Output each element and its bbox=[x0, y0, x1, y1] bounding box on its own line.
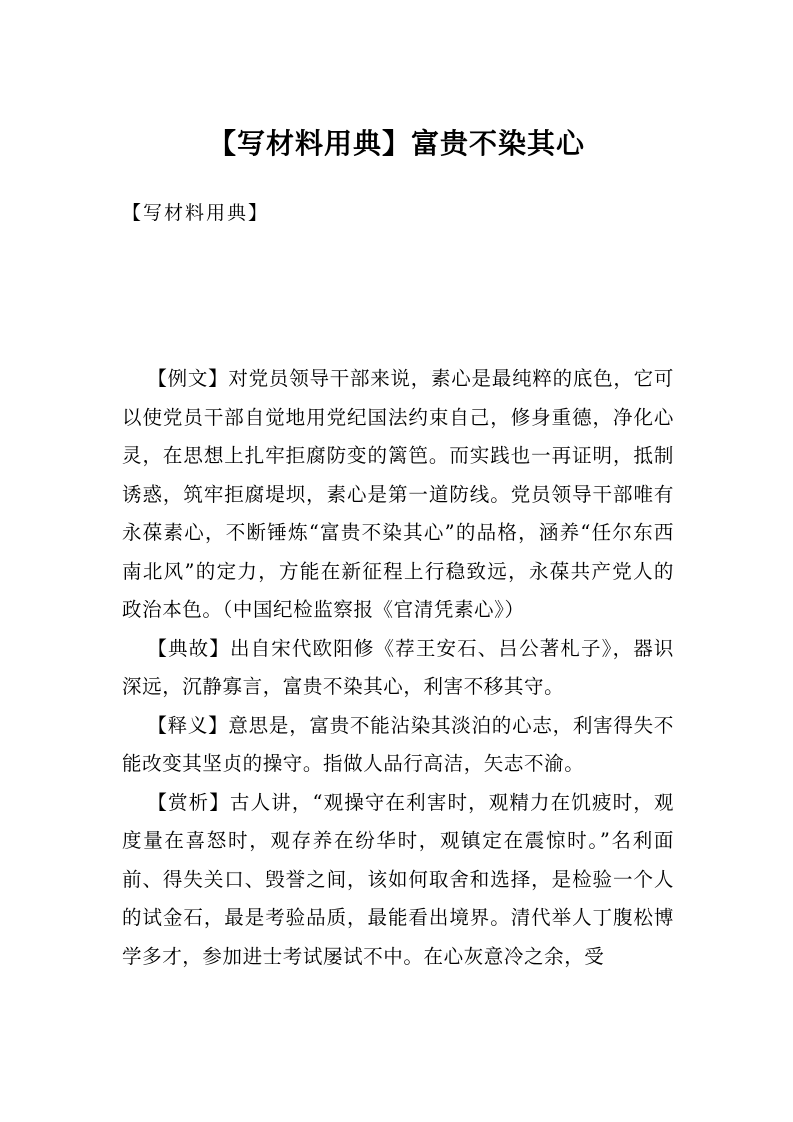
paragraph-tag: 【释义】 bbox=[147, 713, 229, 737]
paragraph-interpretation bbox=[122, 707, 674, 784]
paragraph-text: 出自宋代欧阳修《荐王安石、吕公著札子》，器识深远，沉静寡言，富贵不染其心，利害不移其守。 bbox=[122, 636, 674, 698]
paragraph-tag: 【赏析】 bbox=[147, 790, 230, 814]
document-title: 【写材料用典】富贵不染其心 bbox=[207, 127, 585, 160]
paragraph-allusion bbox=[122, 630, 674, 707]
paragraph-text: 意思是，富贵不能沾染其淡泊的心志，利害得失不能改变其坚贞的操守。指做人品行高洁，矢志不渝。 bbox=[122, 713, 675, 775]
document-subheading: 【写材料用典】 bbox=[122, 202, 270, 224]
paragraph-tag: 【例文】 bbox=[147, 367, 229, 390]
paragraph-tag: 【典故】 bbox=[147, 636, 230, 660]
document-body bbox=[122, 360, 674, 976]
paragraph-text: 对党员领导干部来说，素心是最纯粹的底色，它可以使党员干部自觉地用党纪国法约束自己，修身重德，净化心灵，在思想上扎牢拒腐防变的篱笆。而实践也一再证明，抵制诱惑，筑牢拒腐堤坝，素心是第一道防线。党员领导干部唯有永葆素心，不断锤炼“富贵不染其心”的品格，涵养“任尔东西南北风”的定力，方能在新征程上行稳致远，永葆共产党人的政治本色。（中国纪检监察报《官清凭素心》） bbox=[122, 367, 675, 621]
paragraph-text: 古人讲，“观操守在利害时，观精力在饥疲时，观度量在喜怒时，观存养在纷华时，观镇定在震惊时。”名利面前、得失关口、毁誉之间，该如何取舍和选择，是检验一个人的试金石，最是考验品质，最能看出境界。清代举人丁腹松博学多才，参加进士考试屡试不中。在心灰意冷之余，受 bbox=[122, 790, 674, 968]
paragraph-example bbox=[122, 360, 674, 630]
paragraph-appreciation bbox=[122, 784, 674, 977]
